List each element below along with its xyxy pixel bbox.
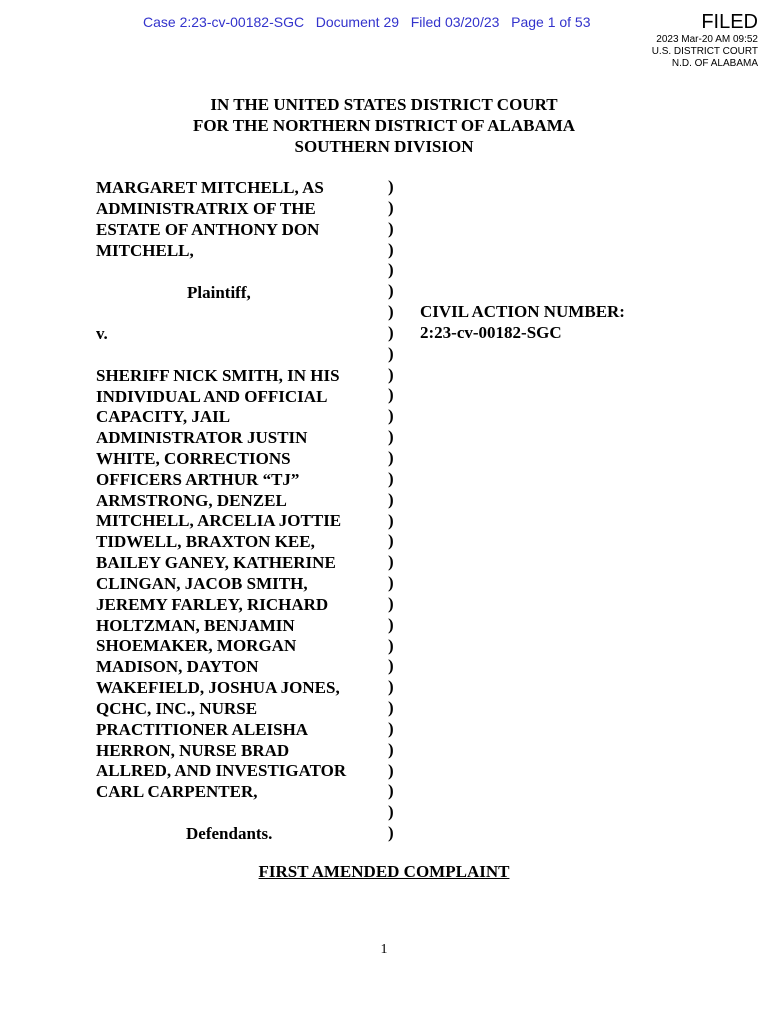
caption-paren: ) <box>388 531 394 551</box>
defendant-name-line: ALLRED, AND INVESTIGATOR <box>96 761 347 780</box>
filed-label: FILED <box>701 11 758 33</box>
defendant-name-line: SHOEMAKER, MORGAN <box>96 636 297 655</box>
filed-datetime: 2023 Mar-20 AM 09:52 <box>656 34 758 45</box>
defendant-name-line: CAPACITY, JAIL <box>96 407 231 426</box>
ecf-filed-date: Filed 03/20/23 <box>410 14 500 30</box>
caption-paren: ) <box>388 218 394 238</box>
defendant-name-line: MITCHELL, ARCELIA JOTTIE <box>96 511 342 530</box>
caption-paren: ) <box>388 281 394 301</box>
defendant-name-line: CARL CARPENTER, <box>96 782 258 801</box>
caption-paren: ) <box>388 177 394 196</box>
plaintiff-name-line: ADMINISTRATRIX OF THE <box>96 199 316 218</box>
civil-action-label: CIVIL ACTION NUMBER: <box>420 302 625 321</box>
caption-paren: ) <box>388 427 394 447</box>
caption-paren: ) <box>388 656 394 676</box>
defendant-name-line: HOLTZMAN, BENJAMIN <box>96 616 295 635</box>
defendant-name-line: OFFICERS ARTHUR “TJ” <box>96 470 300 489</box>
caption-paren: ) <box>388 239 394 259</box>
caption-paren: ) <box>388 573 394 593</box>
plaintiff-label: Plaintiff, <box>187 283 251 302</box>
court-heading-line: SOUTHERN DIVISION <box>294 137 474 156</box>
filed-court: U.S. DISTRICT COURT <box>651 46 758 57</box>
caption-paren: ) <box>388 552 394 572</box>
document-title-text: FIRST AMENDED COMPLAINT <box>258 862 510 881</box>
caption-paren-column <box>388 177 400 844</box>
caption-paren: ) <box>388 593 394 613</box>
court-heading-line: FOR THE NORTHERN DISTRICT OF ALABAMA <box>192 116 576 135</box>
civil-action-block <box>420 301 625 343</box>
caption-paren: ) <box>388 260 394 280</box>
defendant-name-line: CLINGAN, JACOB SMITH, <box>96 574 308 593</box>
caption-paren: ) <box>388 677 394 697</box>
defendants-label: Defendants. <box>186 824 273 843</box>
court-heading <box>0 94 768 157</box>
caption-paren: ) <box>388 322 394 342</box>
caption-paren: ) <box>388 781 394 801</box>
caption-paren: ) <box>388 385 394 405</box>
defendant-name-line: PRACTITIONER ALEISHA <box>96 720 309 739</box>
caption-paren: ) <box>388 698 394 718</box>
caption-paren: ) <box>388 635 394 655</box>
filed-district: N.D. OF ALABAMA <box>671 58 758 69</box>
caption-paren: ) <box>388 614 394 634</box>
defendant-name-line: QCHC, INC., NURSE <box>96 699 258 718</box>
filed-stamp <box>608 10 758 70</box>
caption-paren: ) <box>388 510 394 530</box>
caption-paren: ) <box>388 197 394 217</box>
defendant-name-line: ADMINISTRATOR JUSTIN <box>96 428 308 447</box>
plaintiff-name-line: ESTATE OF ANTHONY DON <box>96 220 320 239</box>
caption-paren: ) <box>388 343 394 363</box>
caption-paren: ) <box>388 302 394 322</box>
civil-action-number: 2:23-cv-00182-SGC <box>420 323 562 342</box>
caption-paren: ) <box>388 718 394 738</box>
defendant-name-line: BAILEY GANEY, KATHERINE <box>96 553 336 572</box>
defendant-name-line: MADISON, DAYTON <box>96 657 259 676</box>
caption-paren: ) <box>388 406 394 426</box>
defendant-name-line: TIDWELL, BRAXTON KEE, <box>96 532 315 551</box>
caption-paren: ) <box>388 739 394 759</box>
plaintiff-name-line: MITCHELL, <box>96 241 194 260</box>
defendant-name-line: HERRON, NURSE BRAD <box>96 741 290 760</box>
defendant-name-line: SHERIFF NICK SMITH, IN HIS <box>96 366 340 385</box>
plaintiff-name-line: MARGARET MITCHELL, AS <box>96 178 324 197</box>
caption-paren: ) <box>388 760 394 780</box>
court-heading-line: IN THE UNITED STATES DISTRICT COURT <box>210 95 558 114</box>
ecf-document: Document 29 <box>315 14 400 30</box>
caption-paren: ) <box>388 364 394 384</box>
caption-paren: ) <box>388 802 394 822</box>
caption-paren: ) <box>388 823 394 843</box>
defendant-name-line: WHITE, CORRECTIONS <box>96 449 291 468</box>
document-title <box>0 862 768 882</box>
defendant-name-line: WAKEFIELD, JOSHUA JONES, <box>96 678 340 697</box>
ecf-case-number: Case 2:23-cv-00182-SGC <box>143 14 305 30</box>
caption-paren: ) <box>388 468 394 488</box>
defendant-name-line: JEREMY FARLEY, RICHARD <box>96 595 329 614</box>
defendant-name-line: ARMSTRONG, DENZEL <box>96 491 287 510</box>
caption-paren: ) <box>388 447 394 467</box>
caption-paren: ) <box>388 489 394 509</box>
ecf-header <box>143 14 591 30</box>
defendant-name-line: INDIVIDUAL AND OFFICIAL <box>96 387 328 406</box>
ecf-page: Page 1 of 53 <box>511 14 591 30</box>
versus: v. <box>96 324 108 343</box>
page-number: 1 <box>380 942 388 957</box>
